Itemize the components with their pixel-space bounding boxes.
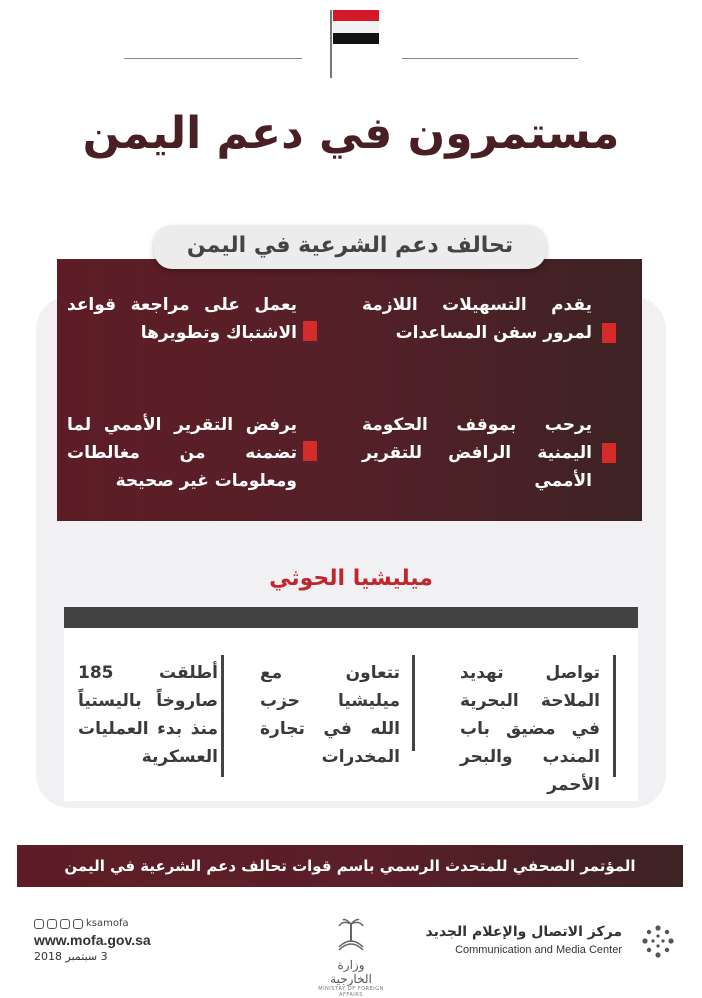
snapchat-icon[interactable] (73, 919, 83, 929)
website-link[interactable]: www.mofa.gov.sa (34, 932, 151, 948)
youtube-icon[interactable] (47, 919, 57, 929)
press-conference-banner: المؤتمر الصحفي للمتحدث الرسمي باسم قوات تحالف دعم الشرعية في اليمن (17, 845, 683, 887)
bullet-icon (303, 441, 317, 461)
instagram-icon[interactable] (60, 919, 70, 929)
houthi-title: ميليشيا الحوثي (269, 566, 433, 591)
ministry-name-en: MINISTRY OF FOREIGN AFFAIRS (318, 986, 384, 998)
header-line-right (402, 58, 578, 59)
media-center (426, 924, 623, 956)
houthi-item: تواصل تهديد الملاحة البحرية في مضيق باب المندب والبحر الأحمر (460, 663, 600, 795)
coalition-item: يعمل على مراجعة قواعد الاشتباك وتطويرها (67, 295, 297, 343)
media-center-logo-icon (638, 922, 678, 962)
houthi-bar (64, 607, 638, 628)
coalition-title: تحالف دعم الشرعية في اليمن (154, 225, 546, 269)
houthi-item: تتعاون مع ميليشيا حزب الله في تجارة المخدرات (260, 663, 400, 767)
bullet-icon (303, 321, 317, 341)
date-label: 3 سبتمبر 2018 (34, 950, 108, 963)
main-title: مستمرون في دعم اليمن (82, 108, 620, 159)
houthi-box (64, 607, 638, 801)
bullet-icon (602, 443, 616, 463)
twitter-icon[interactable] (34, 919, 44, 929)
palm-swords-icon (333, 916, 369, 954)
yemen-flag-icon (333, 10, 379, 44)
center-name-ar: مركز الاتصال والإعلام الجديد (425, 924, 622, 940)
coalition-item: يقدم التسهيلات اللازمة لمرور سفن المساعدات (362, 295, 592, 343)
column-divider (613, 655, 616, 777)
coalition-box (57, 259, 642, 521)
social-row (34, 918, 151, 929)
ministry-name-ar: وزارة الخارجية (330, 958, 372, 986)
footer-contact (34, 918, 151, 963)
center-name-en: Communication and Media Center (455, 944, 622, 956)
coalition-item: يرفض التقرير الأممي لما تضمنه من مغالطات ومعلومات غير صحيحة (67, 415, 297, 491)
bullet-icon (602, 323, 616, 343)
header-line-left (124, 58, 302, 59)
column-divider (221, 655, 224, 777)
social-handle[interactable]: ksamofa (86, 918, 129, 929)
column-divider (412, 655, 415, 751)
ministry-emblem (318, 916, 384, 998)
houthi-item: أطلقت 185 صاروخاً باليستياً منذ بدء العمليات العسكرية (78, 663, 218, 767)
coalition-item: يرحب بموقف الحكومة اليمنية الرافض للتقرير الأممي (362, 415, 592, 491)
